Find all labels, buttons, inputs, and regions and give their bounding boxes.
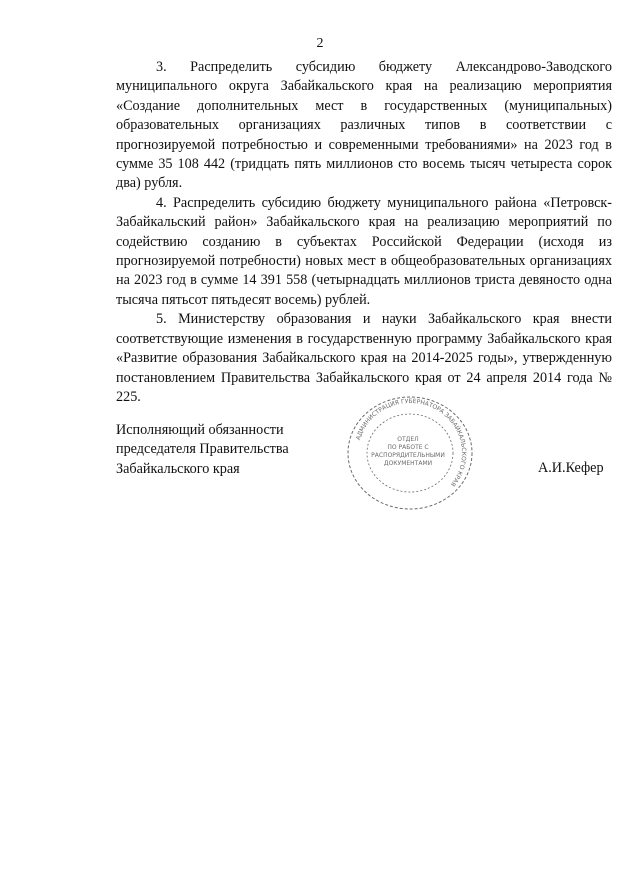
seal-center-text: РАСПОРЯДИТЕЛЬНЫМИ	[371, 452, 445, 459]
signatory-title-line: председателя Правительства	[116, 441, 289, 458]
signatory-title-line: Исполняющий обязанности	[116, 422, 284, 438]
page-number: 2	[316, 36, 324, 51]
signer-name: А.И.Кефер	[538, 460, 604, 476]
signatory-title	[116, 421, 289, 479]
paragraph-4: 4. Распределить субсидию бюджету муниципального района «Петровск-Забайкальский район» Забайкальского края на реализацию мероприятий по содействию созданию в субъектах Российской Федерации (исходя из прогнозируемой потребности) новых мест в общеобразовательных организациях на 2023 год в сумме 14 391 558 (четырнадцать миллионов триста девяносто одна тысяча пятьсот пятьдесят восемь) рублей.	[116, 194, 612, 308]
seal-center-text: ДОКУМЕНТАМИ	[383, 460, 433, 467]
seal-center-text: ОТДЕЛ	[397, 436, 419, 443]
document-body	[116, 58, 612, 407]
seal-ring-text: АДМИНИСТРАЦИЯ ГУБЕРНАТОРА ЗАБАЙКАЛЬСКОГО КРАЯ	[354, 397, 468, 488]
official-seal-stamp	[344, 394, 476, 512]
signatory-title-line: Забайкальского края	[116, 460, 240, 477]
paragraph-5: 5. Министерству образования и науки Забайкальского края внести соответствующие изменения в государственную программу Забайкальского края «Развитие образования Забайкальского края на 2014-2025 годы», утвержденную постановлением Правительства Забайкальского края от 24 апреля 2014 года № 225.	[116, 311, 612, 405]
seal-center-text: ПО РАБОТЕ С	[387, 444, 429, 451]
paragraph-3: 3. Распределить субсидию бюджету Александрово-Заводского муниципального округа Забайкальского края на реализацию мероприятия «Создание дополнительных мест в государственных (муниципальных) образовательных организациях различных типов в соответствии с прогнозируемой потребностью и современными требованиями» на 2023 год в сумме 35 108 442 (тридцать пять миллионов сто восемь тысяч четыреста сорок два) рубля.	[116, 59, 612, 192]
